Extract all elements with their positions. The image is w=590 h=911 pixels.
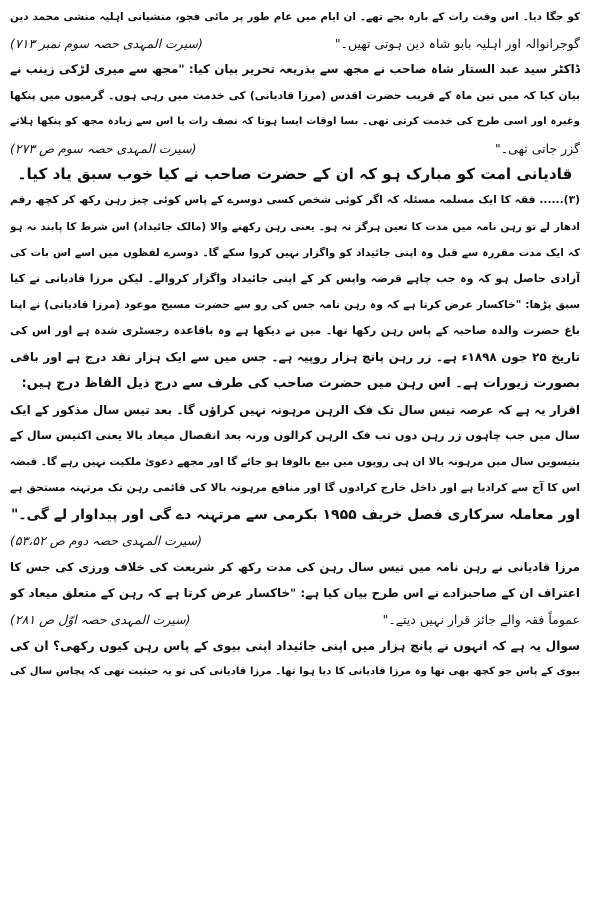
text-line-with-citation [10,606,580,632]
citation: (سیرت المہدی حصہ سوم نمبر ۷۱۳) [10,35,203,51]
text-line: اعتراف ان کے صاحبزادے نے اس طرح بیان کیا ہے: "خاکسار عرض کرتا ہے کہ رہن کے متعلق میعاد کو [10,586,580,601]
text-line: ڈاکٹر سید عبد الستار شاہ صاحب نے مجھ سے بذریعہ تحریر بیان کیا: "مجھ سے میری لڑکی زینب نے [10,62,580,77]
text-line: کو جگا دیا۔ اس وقت رات کے بارہ بجے تھے۔ ان ایام میں عام طور پر مائی فجو، منشیانی اہلیہ منشی محمد دین [10,11,580,23]
text-line: (۳)...... فقہ کا ایک مسلمہ مسئلہ کہ اگر کوئی شخص کسی دوسرے کے پاس کوئی چیز رہن رکھ کر کچھ رقم [10,193,580,207]
text-line: سال میں جب چاہوں زر رہن دوں تب فک الرہن کرالوں ورنہ بعد انفصال میعاد بالا یعنی اکتیس سال کے [10,429,580,442]
text-line: اس کا آج سے کرادیا ہے اور داخل خارج کرادوں گا اور منافع مرہونہ بالا کی قائمی رہن تک مرتہنہ مستحق ہے [10,481,580,495]
citation-line [10,528,580,554]
text-line: بیان کیا کہ میں تین ماہ کے قریب حضرت اقدس (مرزا قادیانی) کی خدمت میں رہی ہوں۔ گرمیوں میں پنکھا [10,88,580,102]
text-fragment: عموماً فقہ والے جائز قرار نہیں دیتے۔" [382,611,580,627]
text-line: وغیرہ اور اسی طرح کی خدمت کرتی تھی۔ بسا اوقات ایسا ہوتا کہ نصف رات یا اس سے زیادہ مجھ کو پنکھا ہلاتے [10,115,580,127]
text-line: قادیانی امت کو مبارک ہو کہ ان کے حضرت صاحب نے کیا خوب سبق یاد کیا۔ [17,165,573,184]
text-line: بصورت زیورات ہے۔ اس رہن میں حضرت صاحب کی طرف سے درج ذیل الفاظ درج ہیں: [21,375,580,391]
text-line: ادھار لے تو رہن نامہ میں مدت کا تعین ہرگز نہ ہو۔ یعنی رہن رکھنے والا (مالک جائیداد) اس شرط کا پابند نہ ہو [10,220,580,233]
text-line: سوال یہ ہے کہ انہوں نے پانچ ہزار میں اپنی جائیداد اپنی بیوی کے پاس رہن کیوں رکھی؟ ان کی [10,638,580,653]
text-fragment: گوجرانوالہ اور اہلیہ بابو شاہ دین ہوتی تھیں۔" [334,35,580,51]
text-line: تاریخ ۲۵ جون ۱۸۹۸ء ہے۔ زر رہن پانچ ہزار روپیہ ہے۔ جس میں سے ایک ہزار نقد درج ہے اور باقی [10,350,580,365]
text-line: بتیسویں سال میں مرہونہ بالا ان ہی روپوں میں بیع بالوفا ہو جائے گا اور مجھے دعویٰ ملکیت نہیں رہے گا۔ قبضہ [10,456,580,469]
text-line: باغ حضرت والدہ صاحبہ کے پاس رہن رکھا تھا۔ میں نے دیکھا ہے وہ باقاعدہ رجسٹری شدہ ہے اور اس کی [10,324,580,338]
citation: (سیرت المہدی حصہ اوّل ص ۲۸۱) [10,611,191,627]
citation: (سیرت المہدی حصہ دوم ص ۵۳،۵۲) [10,533,202,549]
citation: (سیرت المہدی حصہ سوم ص ۲۷۳) [10,140,197,156]
text-fragment: گزر جاتی تھی۔" [495,140,580,156]
text-line-with-citation [10,135,580,161]
text-line: کہ ایک مدت مقررہ سے قبل وہ اپنی جائیداد کو واگزار نہیں کروا سکے گا۔ دوسرے لفظوں میں اسے اس بات کی [10,246,580,259]
text-line: مرزا قادیانی نے رہن نامہ میں تیس سال رہن کی مدت رکھ کر شریعت کی خلاف ورزی کی جس کا [10,559,580,574]
text-line: آزادی حاصل ہو کہ وہ جب چاہے قرضہ واپس کر کے اپنی جائیداد واگزار کروالے۔ لیکن مرزا قادیانی نے کیا [10,271,580,285]
text-line: بیوی کے پاس جو کچھ بھی تھا وہ مرزا قادیانی کا دیا ہوا تھا۔ مرزا قادیانی کی تو یہ حیثیت تھی کہ پچاس سال کی [10,665,580,677]
text-line: اور معاملہ سرکاری فصل خریف ۱۹۵۵ بکرمی سے مرتہنہ دے گی اور پیداوار لے گی۔" [11,506,580,523]
text-line: اقرار یہ ہے کہ عرصہ تیس سال تک فک الرہن مرہونہ نہیں کراؤں گا۔ بعد تیس سال مذکور کے ایک [10,402,580,417]
text-line-with-citation [10,30,580,56]
text-line: سبق پڑھا: "خاکسار عرض کرتا ہے کہ وہ رہن نامہ جس کی رو سے حضرت مسیح موعود (مرزا قادیانی) نے اپنا [10,298,580,312]
